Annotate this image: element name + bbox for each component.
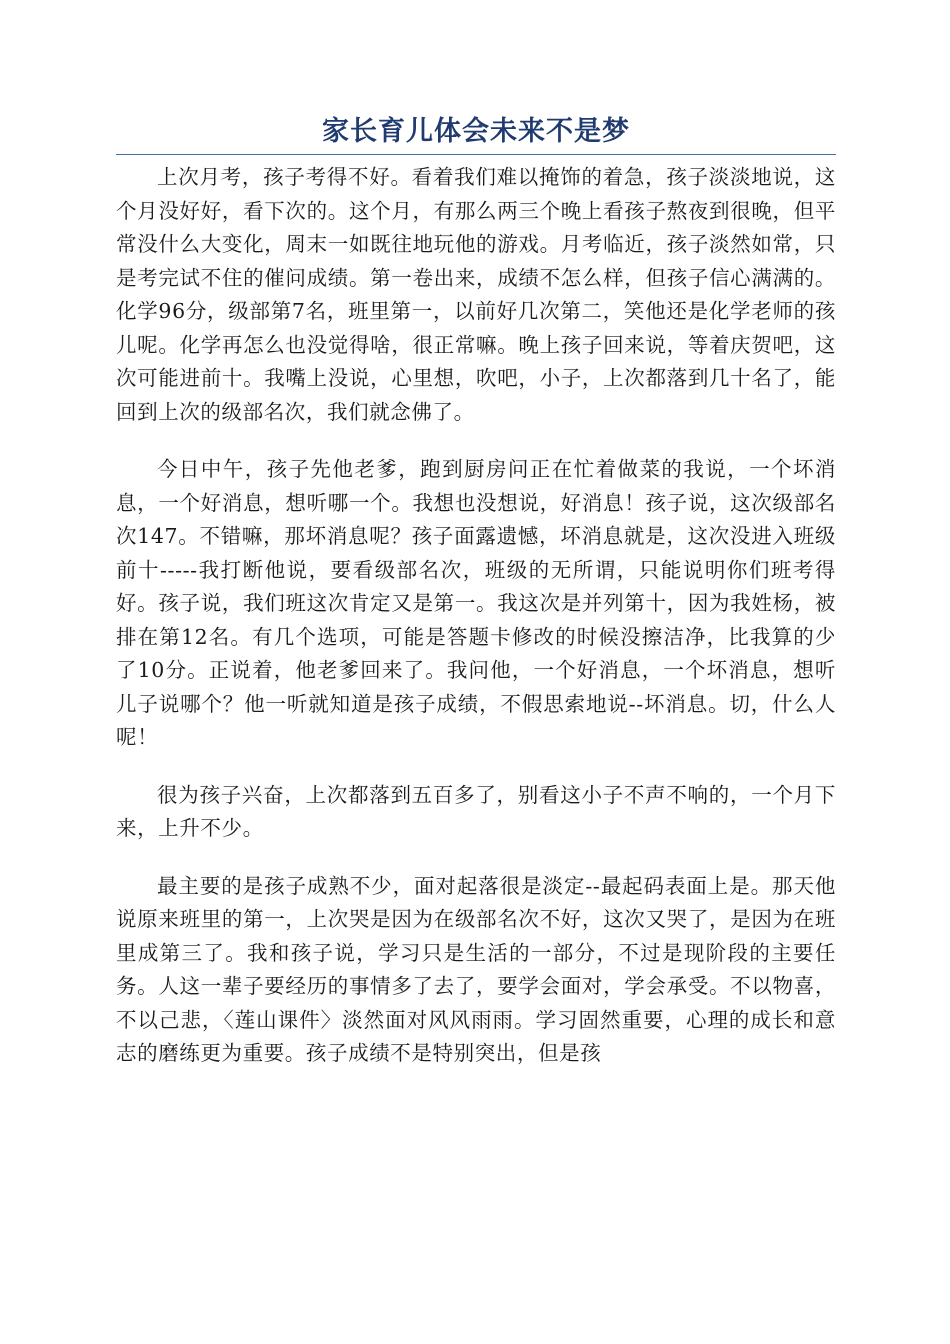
document-page <box>116 112 836 1095</box>
paragraph-1: 上次月考，孩子考得不好。看着我们难以掩饰的着急，孩子淡淡地说，这个月没好好，看下次的。这个月，有那么两三个晚上看孩子熬夜到很晚，但平常没什么大变化，周末一如既往地玩他的游戏。月考临近，孩子淡然如常，只是考完试不住的催问成绩。第一卷出来，成绩不怎么样，但孩子信心满满的。化学96分，级部第7名，班里第一，以前好几次第二，笑他还是化学老师的孩儿呢。化学再怎么也没觉得啥，很正常嘛。晚上孩子回来说，等着庆贺吧，这次可能进前十。我嘴上没说，心里想，吹吧，小子，上次都落到几十名了，能回到上次的级部名次，我们就念佛了。 <box>116 165 836 424</box>
document-title: 家长育儿体会未来不是梦 <box>322 116 630 147</box>
title-underline <box>116 154 836 155</box>
paragraph-2: 今日中午，孩子先他老爹，跑到厨房问正在忙着做菜的我说，一个坏消息，一个好消息，想听哪一个。我想也没想说，好消息！孩子说，这次级部名次147。不错嘛，那坏消息呢？孩子面露遗憾，坏消息就是，这次没进入班级前十-----我打断他说，要看级部名次，班级的无所谓，只能说明你们班考得好。孩子说，我们班这次肯定又是第一。我这次是并列第十，因为我姓杨，被排在第12名。有几个选项，可能是答题卡修改的时候没擦洁净，比我算的少了10分。正说着，他老爹回来了。我问他，一个好消息，一个坏消息，想听儿子说哪个？他一听就知道是孩子成绩，不假思索地说--坏消息。切，什么人呢！ <box>116 457 836 749</box>
paragraph-3: 很为孩子兴奋，上次都落到五百多了，别看这小子不声不响的，一个月下来，上升不少。 <box>116 782 836 840</box>
paragraph-4: 最主要的是孩子成熟不少，面对起落很是淡定--最起码表面上是。那天他说原来班里的第一，上次哭是因为在级部名次不好，这次又哭了，是因为在班里成第三了。我和孩子说，学习只是生活的一部分，不过是现阶段的主要任务。人这一辈子要经历的事情多了去了，要学会面对，学会承受。不以物喜，不以己悲，〈莲山课件〉淡然面对风风雨雨。学习固然重要，心理的成长和意志的磨练更为重要。孩子成绩不是特别突出，但是孩 <box>116 873 836 1065</box>
